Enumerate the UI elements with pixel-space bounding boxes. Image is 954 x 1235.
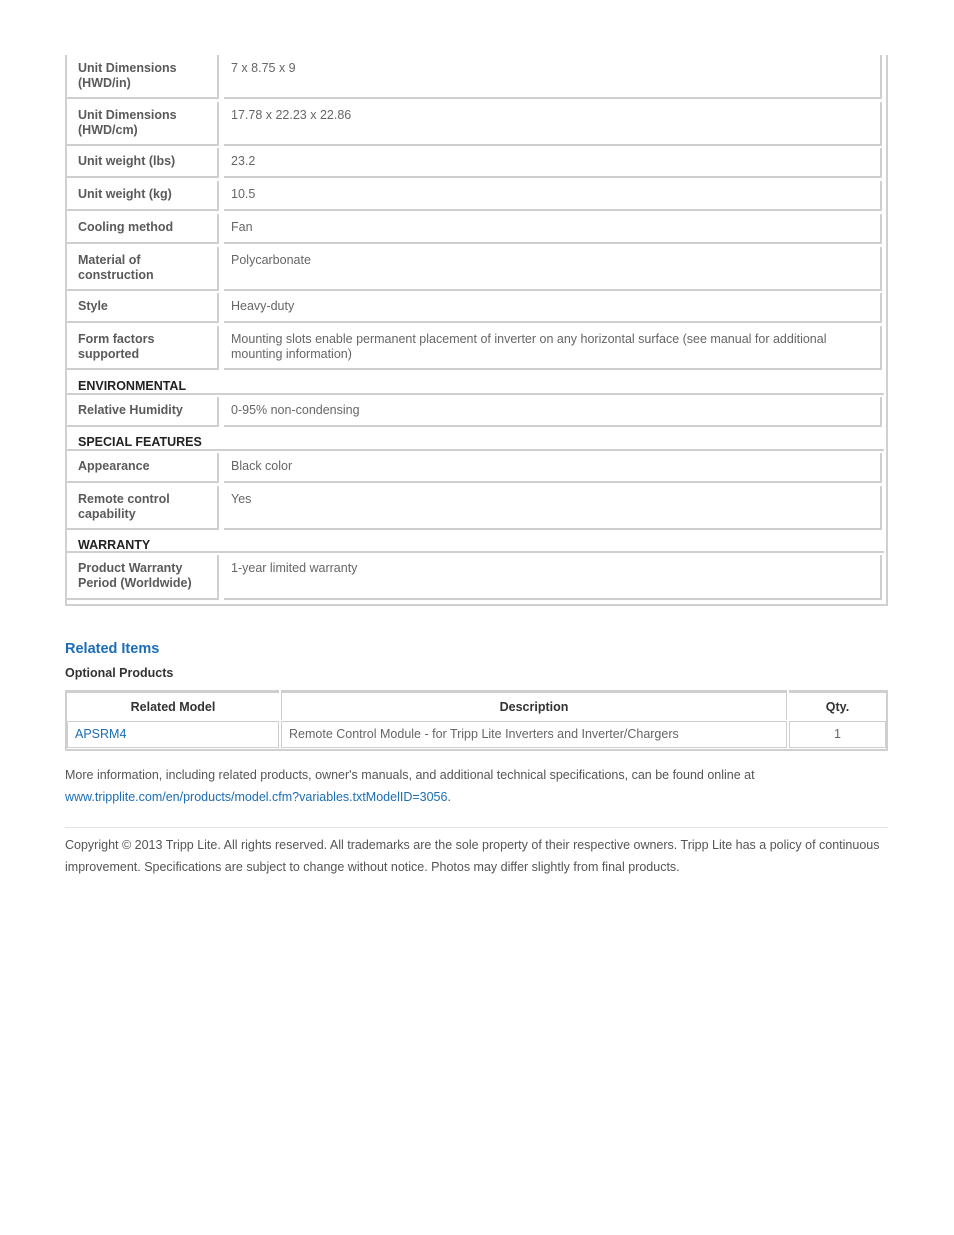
spec-label: Unit Dimensions (HWD/cm) bbox=[67, 102, 219, 146]
spec-label: Remote control capability bbox=[67, 486, 219, 530]
spec-label: Form factors supported bbox=[67, 326, 219, 370]
spec-label: Unit weight (kg) bbox=[67, 181, 219, 211]
column-header-qty: Qty. bbox=[789, 690, 886, 720]
spec-row bbox=[67, 148, 886, 178]
spec-value: 23.2 bbox=[224, 148, 882, 178]
spec-row bbox=[67, 555, 886, 600]
more-information-sentence: More information, including related products, owner's manuals, and additional technical specifications, can be found online at bbox=[65, 768, 755, 782]
spec-label: Style bbox=[67, 293, 219, 323]
spec-row bbox=[67, 453, 886, 483]
spec-row bbox=[67, 397, 886, 427]
spec-row bbox=[67, 326, 886, 370]
product-page-link[interactable]: www.tripplite.com/en/products/model.cfm?variables.txtModelID=3056 bbox=[65, 790, 448, 804]
spec-value: 7 x 8.75 x 9 bbox=[224, 55, 882, 99]
column-header-related-model: Related Model bbox=[67, 690, 279, 720]
spec-value: Heavy-duty bbox=[224, 293, 882, 323]
spec-row bbox=[67, 55, 886, 99]
related-model-link[interactable]: APSRM4 bbox=[75, 727, 127, 741]
column-header-description: Description bbox=[281, 690, 787, 720]
more-information-text bbox=[65, 764, 888, 808]
copyright-notice: Copyright © 2013 Tripp Lite. All rights reserved. All trademarks are the sole property of their respective owners. Tripp Lite has a policy of continuous improvement. Specifications are subject to change without notice. Photos may differ slightly from final products. bbox=[65, 838, 880, 874]
spec-label: Relative Humidity bbox=[67, 397, 219, 427]
spec-row bbox=[67, 486, 886, 530]
spec-label: Cooling method bbox=[67, 214, 219, 244]
specifications-rows bbox=[67, 55, 886, 604]
spec-value: 17.78 x 22.23 x 22.86 bbox=[224, 102, 882, 146]
spec-row bbox=[67, 102, 886, 146]
spec-row bbox=[67, 181, 886, 211]
spec-value: 10.5 bbox=[224, 181, 882, 211]
spec-value: Yes bbox=[224, 486, 882, 530]
spec-label: Appearance bbox=[67, 453, 219, 483]
related-qty-cell: 1 bbox=[789, 721, 886, 748]
spec-section-heading: WARRANTY bbox=[67, 532, 884, 553]
related-model-cell bbox=[67, 721, 279, 748]
footer-divider bbox=[65, 827, 888, 828]
spec-section-heading: SPECIAL FEATURES bbox=[67, 429, 884, 451]
spec-label: Material of construction bbox=[67, 247, 219, 291]
spec-value: 0-95% non-condensing bbox=[224, 397, 882, 427]
spec-row bbox=[67, 214, 886, 244]
related-products-table bbox=[65, 690, 888, 751]
spec-row bbox=[67, 293, 886, 323]
spec-value: Polycarbonate bbox=[224, 247, 882, 291]
spec-value: Black color bbox=[224, 453, 882, 483]
spec-label: Unit Dimensions (HWD/in) bbox=[67, 55, 219, 99]
spec-row bbox=[67, 247, 886, 291]
spec-value: 1-year limited warranty bbox=[224, 555, 882, 600]
spec-label: Unit weight (lbs) bbox=[67, 148, 219, 178]
related-description-cell: Remote Control Module - for Tripp Lite Inverters and Inverter/Chargers bbox=[281, 721, 787, 748]
spec-value: Fan bbox=[224, 214, 882, 244]
specifications-table bbox=[65, 55, 888, 606]
spec-section-heading: ENVIRONMENTAL bbox=[67, 373, 884, 395]
spec-value: Mounting slots enable permanent placement of inverter on any horizontal surface (see manual for additional mounting information) bbox=[224, 326, 882, 370]
related-items-heading: Related Items bbox=[65, 641, 160, 657]
optional-products-heading: Optional Products bbox=[65, 666, 174, 680]
spec-label: Product Warranty Period (Worldwide) bbox=[67, 555, 219, 600]
more-information-suffix: . bbox=[447, 790, 451, 804]
